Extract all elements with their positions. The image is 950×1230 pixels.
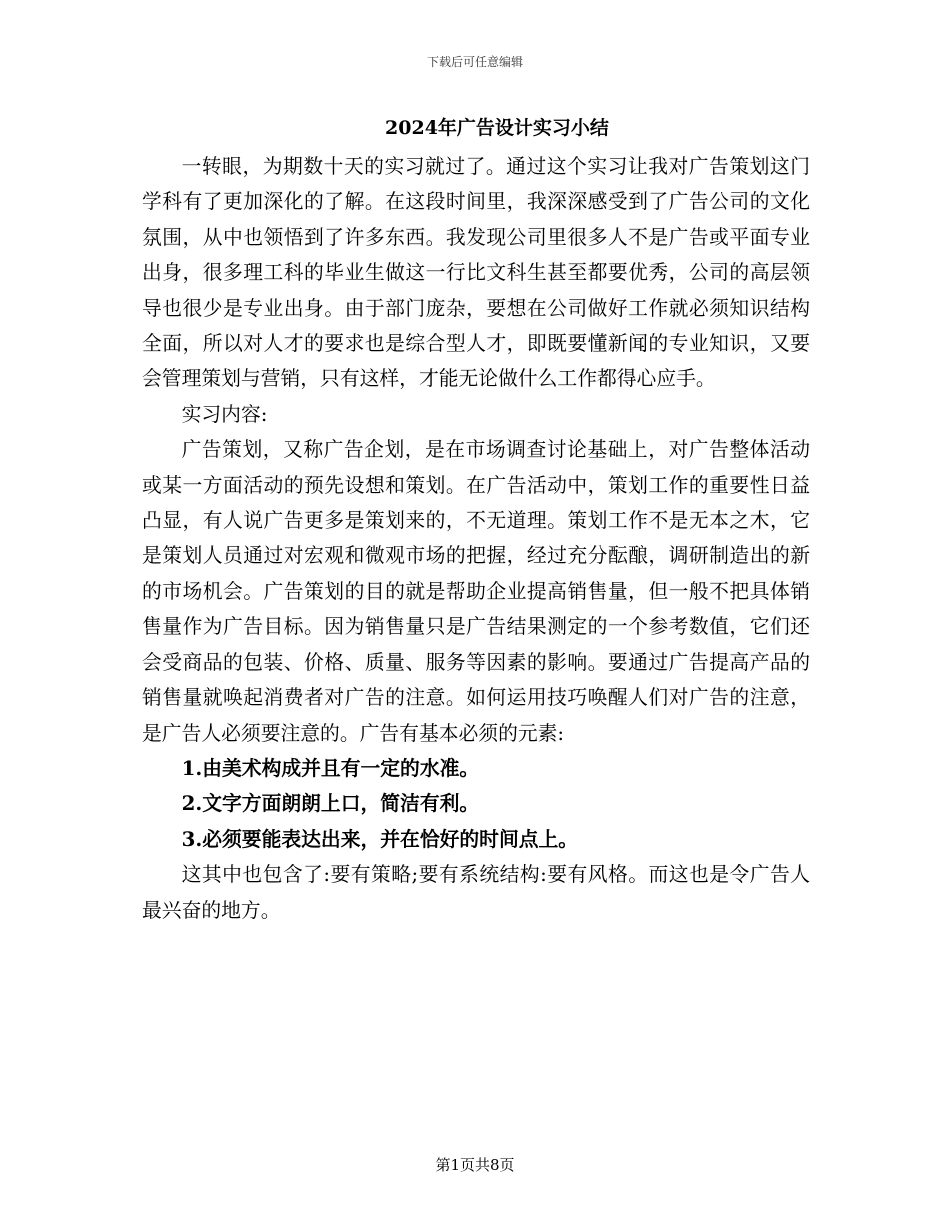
section-heading: 实习内容: [181, 402, 268, 426]
header-note: 下载后可任意编辑 [426, 55, 523, 69]
document-title: 2024年广告设计实习小结 [385, 117, 609, 139]
element-item-3: 3.必须要能表达出来，并在恰好的时间点上。 [181, 826, 579, 851]
element-item-2: 2.文字方面朗朗上口，简洁有利。 [181, 791, 480, 816]
conclusion-paragraph: 这其中也包含了:要有策略;要有系统结构:要有风格。而这也是令广告人最兴奋的地方。 [142, 863, 810, 922]
intro-paragraph: 一转眼，为期数十天的实习就过了。通过这个实习让我对广告策划这门学科有了更加深化的了解。在这段时间里，我深深感受到了广告公司的文化氛围，从中也领悟到了许多东西。我发现公司里很多人不是广告或平面专业出身，很多理工科的毕业生做这一行比文科生甚至都要优秀，公司的高层领导也很少是专业出身。由于部门庞杂，要想在公司做好工作就必须知识结构全面，所以对人才的要求也是综合型人才，即既要懂新闻的专业知识，又要会管理策划与营销，只有这样，才能无论做什么工作都得心应手。 [142, 155, 810, 391]
element-item-1: 1.由美术构成并且有一定的水准。 [181, 755, 480, 780]
document-body [142, 149, 810, 928]
body-paragraph: 广告策划，又称广告企划，是在市场调查讨论基础上，对广告整体活动或某一方面活动的预先设想和策划。在广告活动中，策划工作的重要性日益凸显，有人说广告更多是策划来的，不无道理。策划工作不是无本之木，它是策划人员通过对宏观和微观市场的把握，经过充分酝酿，调研制造出的新的市场机会。广告策划的目的就是帮助企业提高销售量，但一般不把具体销售量作为广告目标。因为销售量只是广告结果测定的一个参考数值，它们还会受商品的包装、价格、质量、服务等因素的影响。要通过广告提高产品的销售量就唤起消费者对广告的注意。如何运用技巧唤醒人们对广告的注意，是广告人必须要注意的。广告有基本必须的元素: [142, 438, 810, 745]
page-number: 第1页共8页 [435, 1156, 515, 1174]
